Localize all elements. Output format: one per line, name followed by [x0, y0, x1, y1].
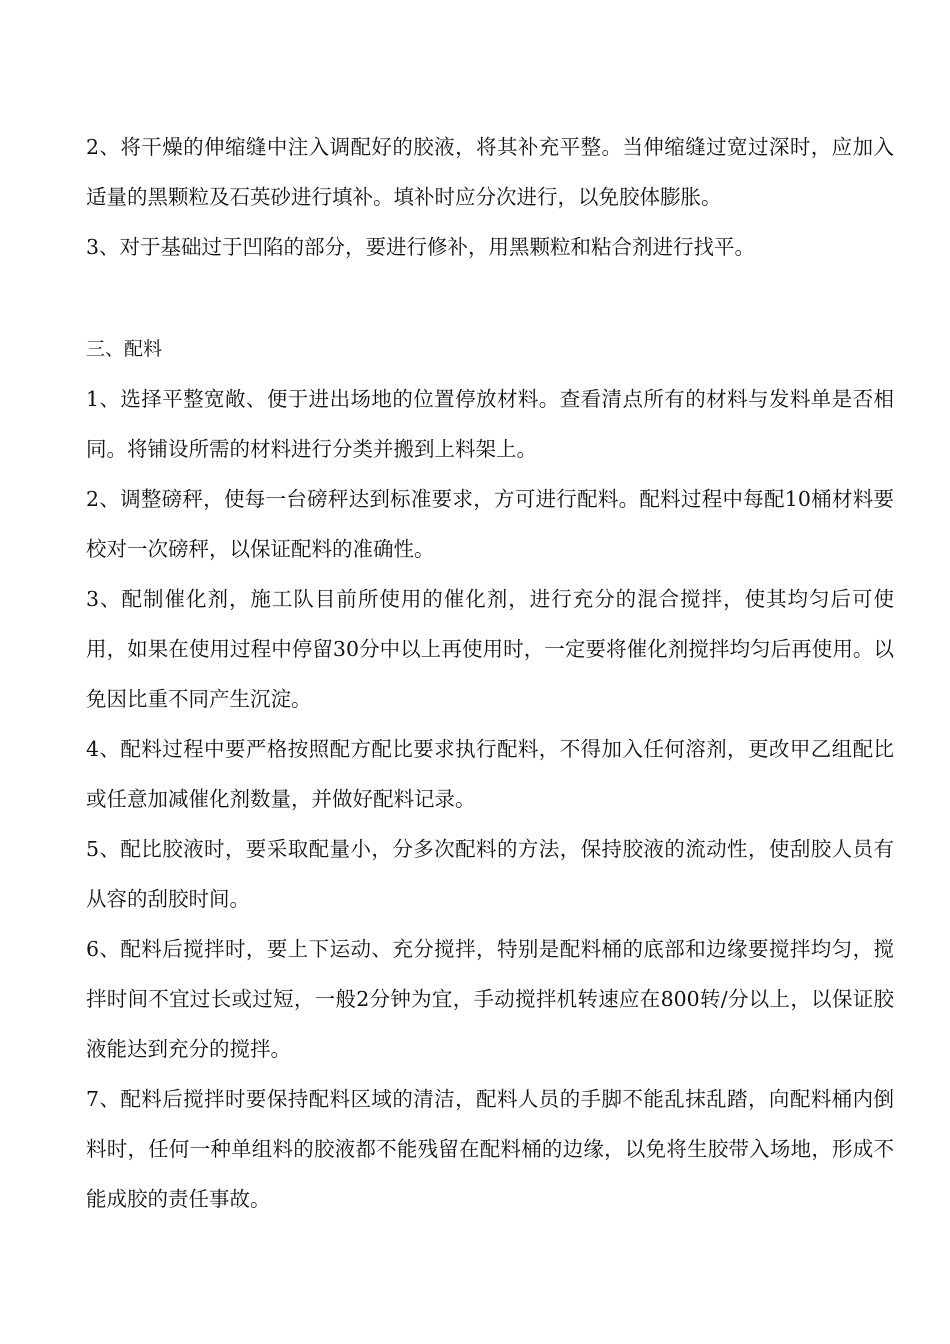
batching-item-4: 4、配料过程中要严格按照配方配比要求执行配料，不得加入任何溶剂，更改甲乙组配比或任意加减催化剂数量，并做好配料记录。: [86, 737, 894, 811]
batching-item-5: 5、配比胶液时，要采取配量小，分多次配料的方法，保持胶液的流动性，使刮胶人员有从容的刮胶时间。: [86, 837, 894, 911]
batching-item-7: 7、配料后搅拌时要保持配料区域的清洁，配料人员的手脚不能乱抹乱踏，向配料桶内倒料时，任何一种单组料的胶液都不能残留在配料桶的边缘，以免将生胶带入场地，形成不能成胶的责任事故。: [86, 1087, 894, 1211]
batching-item-2: 2、调整磅秤，使每一台磅秤达到标准要求，方可进行配料。配料过程中每配10桶材料要校对一次磅秤，以保证配料的准确性。: [86, 487, 894, 561]
batching-item-3: 3、配制催化剂，施工队目前所使用的催化剂，进行充分的混合搅拌，使其均匀后可使用，如果在使用过程中停留30分中以上再使用时，一定要将催化剂搅拌均匀后再使用。以免因比重不同产生沉淀。: [86, 587, 894, 711]
document-page: [86, 122, 894, 1224]
paragraph-2-expansion-joint: 2、将干燥的伸缩缝中注入调配好的胶液，将其补充平整。当伸缩缝过宽过深时，应加入适量的黑颗粒及石英砂进行填补。填补时应分次进行，以免胶体膨胀。: [86, 135, 894, 209]
section-heading-batching: 三、配料: [86, 338, 163, 360]
paragraph-3-depression-repair: 3、对于基础过于凹陷的部分，要进行修补，用黑颗粒和粘合剂进行找平。: [86, 235, 756, 259]
batching-item-1: 1、选择平整宽敞、便于进出场地的位置停放材料。查看清点所有的材料与发料单是否相同。将铺设所需的材料进行分类并搬到上料架上。: [86, 387, 894, 461]
section-spacer: [86, 272, 894, 324]
batching-item-6: 6、配料后搅拌时，要上下运动、充分搅拌，特别是配料桶的底部和边缘要搅拌均匀，搅拌时间不宜过长或过短，一般2分钟为宜，手动搅拌机转速应在800转/分以上，以保证胶液能达到充分的搅拌。: [86, 937, 894, 1061]
